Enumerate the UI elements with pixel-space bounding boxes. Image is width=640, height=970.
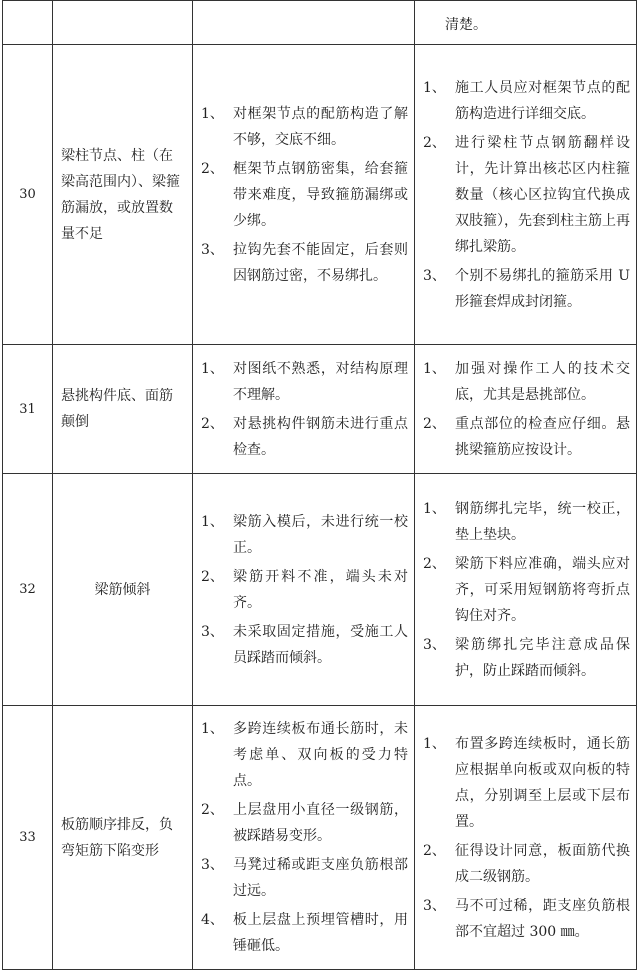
cause-item: 1、 梁筋入模后，未进行统一校正。 [201,513,408,556]
measure-item: 1、 钢筋绑扎完毕，统一校正，垫上垫块。 [423,500,630,543]
measure-cell [415,474,637,706]
measure-item: 1、 施工人员应对框架节点的配筋构造进行详细交底。 [423,79,630,122]
issue-item: 悬挑构件底、面筋颠倒 [53,345,193,474]
row-number: 31 [3,345,53,474]
table-row [3,706,637,970]
measure-item: 2、 梁筋下料应准确，端头应对齐，可采用短钢筋将弯折点钩住对齐。 [423,555,630,624]
measure-cell [415,45,637,345]
table-row-continuation [3,1,637,45]
cause-cell [193,345,415,474]
quality-issues-table [2,0,637,970]
cause-item: 2、 上层盘用小直径一级钢筋，被踩踏易变形。 [201,802,408,844]
row-number: 30 [3,45,53,345]
cell-no-empty [3,1,53,45]
table-row [3,345,637,474]
cause-item: 2、 框架节点钢筋密集，给套箍带来难度，导致箍筋漏绑或少绑。 [201,160,408,229]
cause-item: 1、 对图纸不熟悉，对结构原理不理解。 [201,360,408,403]
row-number: 32 [3,474,53,706]
measure-item: 3、 马不可过稀，距支座负筋根部不宜超过 300 ㎜。 [423,897,630,940]
measure-item: 1、 加强对操作工人的技术交底，尤其是悬挑部位。 [423,360,630,403]
cell-item-empty [53,1,193,45]
cell-measure-continuation: 清楚。 [415,1,637,45]
cause-item: 3、 未采取固定措施，受施工人员踩踏而倾斜。 [201,623,408,666]
issue-item: 梁柱节点、柱（在梁高范围内）、梁箍筋漏放，或放置数量不足 [53,45,193,345]
cause-cell [193,45,415,345]
cause-item: 4、 板上层盘上预埋管槽时，用锤砸低。 [201,912,408,954]
cause-cell [193,706,415,970]
measure-item: 2、 重点部位的检查应仔细。悬挑梁箍筋应按设计。 [423,415,630,458]
cause-item: 2、 梁筋开料不准，端头未对齐。 [201,568,408,611]
measure-item: 3、 个别不易绑扎的箍筋采用 U 形箍套焊成封闭箍。 [423,267,630,310]
table-row [3,474,637,706]
measure-item: 2、 进行梁柱节点钢筋翻样设计，先计算出核芯区内柱箍数量（核心区拉钩宜代换成双肢箍），先套到柱主筋上再绑扎梁筋。 [423,134,630,255]
cause-item: 2、 对悬挑构件钢筋未进行重点检查。 [201,415,408,458]
cause-item: 3、 拉钩先套不能固定，后套则因钢筋过密，不易绑扎。 [201,241,408,284]
cause-item: 1、 多跨连续板布通长筋时，未考虑单、双向板的受力特点。 [201,721,408,789]
issue-item: 板筋顺序排反，负弯矩筋下陷变形 [53,706,193,970]
cause-item: 3、 马凳过稀或距支座负筋根部过远。 [201,857,408,899]
measure-item: 1、 布置多跨连续板时，通长筋应根据单向板或双向板的特点，分别调至上层或下层布置。 [423,735,630,830]
table-row [3,45,637,345]
measure-cell [415,706,637,970]
cell-cause-empty [193,1,415,45]
measure-item: 3、 梁筋绑扎完毕注意成品保护，防止踩踏而倾斜。 [423,636,630,679]
row-number: 33 [3,706,53,970]
measure-item: 2、 征得设计同意，板面筋代换成二级钢筋。 [423,842,630,885]
cause-item: 1、 对框架节点的配筋构造了解不够，交底不细。 [201,105,408,148]
issue-item: 梁筋倾斜 [53,474,193,706]
cause-cell [193,474,415,706]
measure-cell [415,345,637,474]
